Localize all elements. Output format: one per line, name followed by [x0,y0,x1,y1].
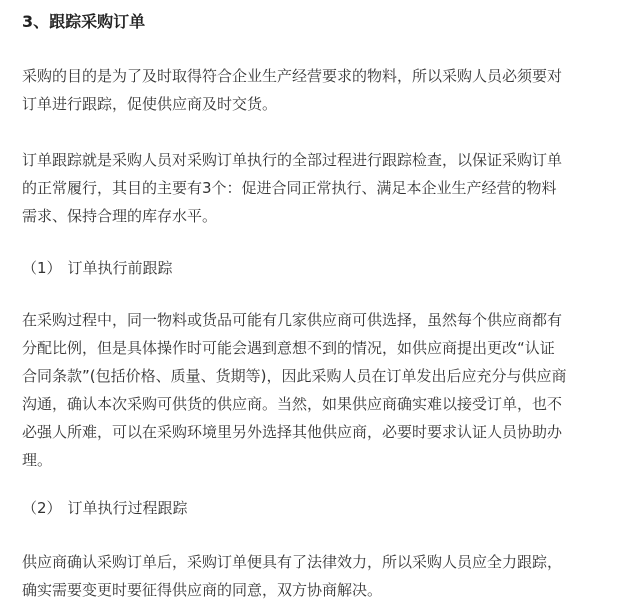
section-heading: 3、跟踪采购订单 [22,12,146,31]
text-line: 确实需要变更时要征得供应商的同意，双方协商解决。 [22,581,383,599]
text-line: 供应商确认采购订单后，采购订单便具有了法律效力，所以采购人员应全力跟踪， [22,553,563,571]
paragraph-purpose [22,62,610,118]
text-line: 合同条款”(包括价格、质量、货期等)，因此采购人员在订单发出后应充分与供应商 [22,367,567,385]
paragraph-definition [22,146,610,230]
subheading-number: （1） [22,259,62,277]
text-line: 订单跟踪就是采购人员对采购订单执行的全部过程进行跟踪检查，以保证采购订单 [22,151,563,169]
text-line: 在采购过程中，同一物料或货品可能有几家供应商可供选择，虽然每个供应商都有 [22,311,563,329]
text-line: 分配比例，但是具体操作时可能会遇到意想不到的情况，如供应商提出更改“认证 [22,339,555,357]
paragraph-pre-execution [22,306,610,474]
paragraph-in-process [22,548,610,604]
text-line: 订单进行跟踪，促使供应商及时交货。 [22,95,278,113]
subheading-text: 订单执行前跟踪 [67,259,173,277]
subheading-pre-execution [22,254,173,282]
text-line: 需求、保持合理的库存水平。 [22,207,218,225]
text-line: 采购的目的是为了及时取得符合企业生产经营要求的物料，所以采购人员必须要对 [22,67,563,85]
text-line: 的正常履行，其目的主要有3个：促进合同正常执行、满足本企业生产经营的物料 [22,179,557,197]
text-line: 沟通，确认本次采购可供货的供应商。当然，如果供应商确实难以接受订单，也不 [22,395,563,413]
text-line: 理。 [22,451,53,469]
subheading-in-process [22,494,188,522]
subheading-text: 订单执行过程跟踪 [67,499,188,517]
text-line: 必强人所难，可以在采购环境里另外选择其他供应商，必要时要求认证人员协助办 [22,423,563,441]
subheading-number: （2） [22,499,62,517]
